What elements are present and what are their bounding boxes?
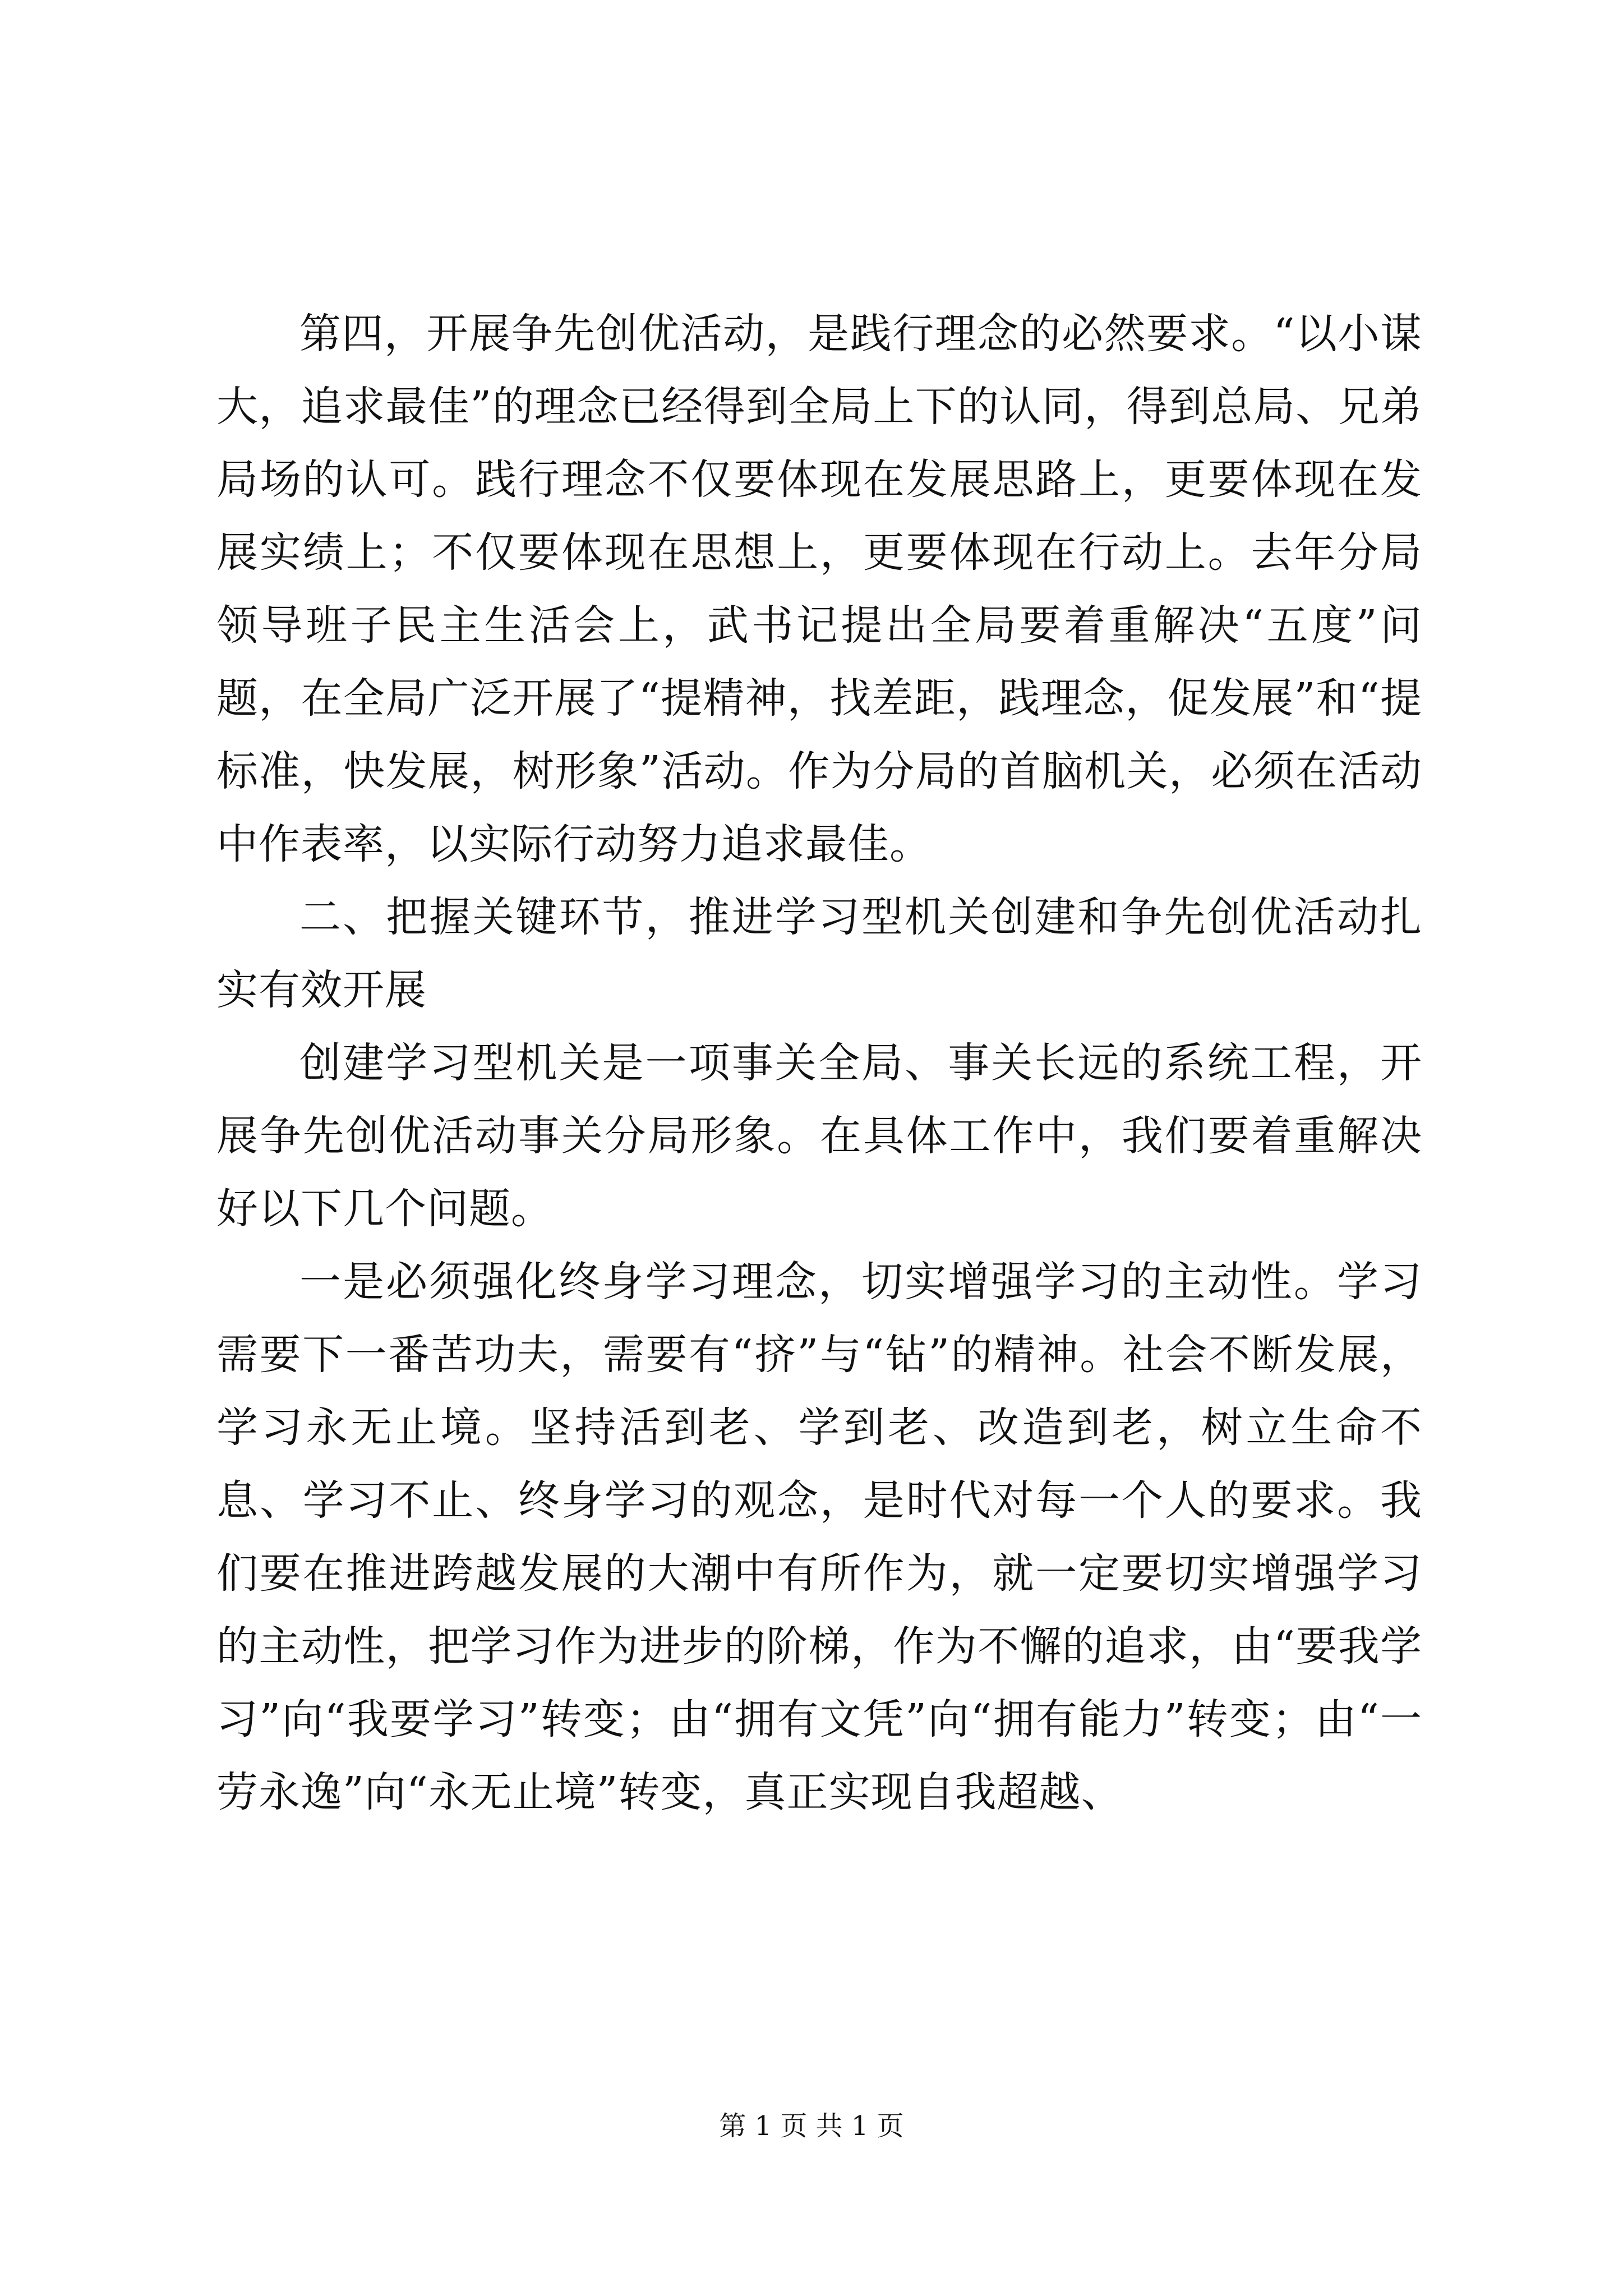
- paragraph-point-one: 一是必须强化终身学习理念，切实增强学习的主动性。学习需要下一番苦功夫，需要有“挤”与“钻”的精神。社会不断发展，学习永无止境。坚持活到老、学到老、改造到老，树立生命不息、学习不止、终身学习的观念，是时代对每一个人的要求。我们要在推进跨越发展的大潮中有所作为，就一定要切实增强学习的主动性，把学习作为进步的阶梯，作为不懈的追求，由“要我学习”向“我要学习”转变；由“拥有文凭”向“拥有能力”转变；由“一劳永逸”向“永无止境”转变，真正实现自我超越、: [216, 1258, 1422, 1816]
- section-heading-two: 二、把握关键环节，推进学习型机关创建和争先创优活动扎实有效开展: [216, 893, 1422, 1014]
- page-footer: 第 1 页 共 1 页: [719, 2110, 904, 2142]
- paragraph-fourth-point: 第四，开展争先创优活动，是践行理念的必然要求。“以小谋大，追求最佳”的理念已经得到全局上下的认同，得到总局、兄弟局场的认可。践行理念不仅要体现在发展思路上，更要体现在发展实绩上；不仅要体现在思想上，更要体现在行动上。去年分局领导班子民主生活会上，武书记提出全局要着重解决“五度”问题，在全局广泛开展了“提精神，找差距，践理念，促发展”和“提标准，快发展，树形象”活动。作为分局的首脑机关，必须在活动中作表率，以实际行动努力追求最佳。: [216, 310, 1422, 868]
- paragraph-section-intro: 创建学习型机关是一项事关全局、事关长远的系统工程，开展争先创优活动事关分局形象。在具体工作中，我们要着重解决好以下几个问题。: [216, 1039, 1422, 1233]
- document-body: [216, 297, 1422, 1829]
